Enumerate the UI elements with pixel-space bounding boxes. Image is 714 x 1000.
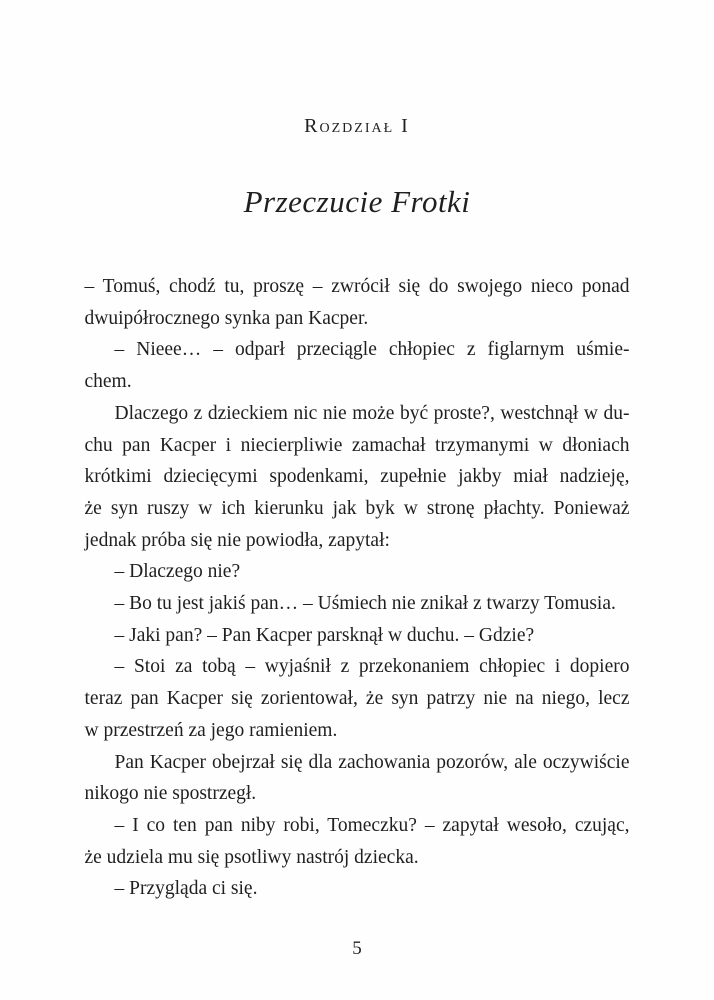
page-number: 5: [352, 938, 362, 960]
text-line: – Przygląda ci się.: [114, 878, 258, 900]
chapter-title: Przeczucie Frotki: [243, 184, 471, 219]
text-line: – Jaki pan? – Pan Kacper parsknął w duchu. – Gdzie?: [114, 624, 535, 646]
chapter-label: Rozdział I: [304, 115, 410, 137]
text-line: jednak próba się nie powiodła, zapytał:: [84, 529, 390, 551]
text-line: nikogo nie spostrzegł.: [84, 783, 257, 805]
text-line: teraz pan Kacper się zorientował, że syn patrzy nie na niego, lecz: [84, 688, 630, 710]
text-line: – I co ten pan niby robi, Tomeczku? – zapytał wesoło, czując,: [114, 814, 630, 836]
text-line: – Tomuś, chodź tu, proszę – zwrócił się do swojego nieco ponad: [84, 276, 630, 297]
text-line: – Stoi za tobą – wyjaśnił z przekonaniem chłopiec i dopiero: [114, 656, 630, 678]
text-line: chu pan Kacper i niecierpliwie zamachał trzymanymi w dłoniach: [84, 434, 630, 456]
text-line: – Bo tu jest jakiś pan… – Uśmiech nie znikał z twarzy Tomusia.: [114, 593, 616, 615]
text-line: że syn ruszy w ich kierunku jak byk w stronę płachty. Ponieważ: [84, 497, 630, 519]
text-line: dwuipółrocznego synka pan Kacper.: [84, 307, 369, 329]
text-line: Dlaczego z dzieckiem nic nie może być proste?, westchnął w du-: [114, 402, 630, 424]
text-line: Pan Kacper obejrzał się dla zachowania pozorów, ale oczywiście: [114, 751, 630, 773]
text-line: chem.: [84, 371, 132, 393]
body-text: [85, 271, 630, 905]
text-line: w przestrzeń za jego ramieniem.: [84, 719, 338, 741]
text-line: – Dlaczego nie?: [114, 561, 241, 583]
text-line: że udziela mu się psotliwy nastrój dziecka.: [84, 846, 419, 868]
text-line: krótkimi dziecięcymi spodenkami, zupełnie jakby miał nadzieję,: [84, 466, 630, 488]
text-line: – Nieee… – odparł przeciągle chłopiec z figlarnym uśmie-: [114, 339, 630, 361]
